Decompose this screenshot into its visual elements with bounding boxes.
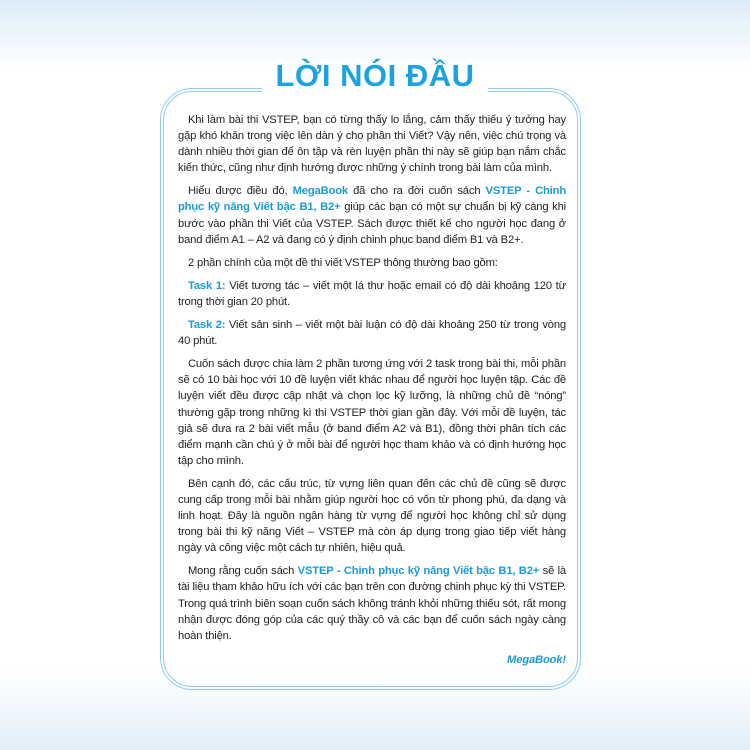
paragraph-task2 bbox=[178, 317, 566, 349]
text: Hiểu được điều đó, bbox=[188, 185, 293, 198]
paragraph-vocabulary: Bên cạnh đó, các cấu trúc, từ vựng liên quan đến các chủ đề cũng sẽ được cung cấp trong mỗi bài nhằm giúp người học có vốn từ phong phú, đa dạng và linh hoạt. Đây là nguồn ngân hàng từ vựng để người học không chỉ sử dụng trong bài thi kỹ năng Viết – VSTEP mà còn áp dụng trong giao tiếp viết hàng ngày và công việc một cách tự nhiên, hiệu quả. bbox=[178, 477, 566, 555]
signature: MegaBook! bbox=[507, 653, 566, 666]
task2-label: Task 2: bbox=[188, 319, 226, 332]
text: sẽ là tài liệu tham khảo hữu ích với các bạn trên con đường chinh phục kỳ thi VSTEP. Trong quá trình biên soạn cuốn sách không tránh khỏi những thiếu sót, rất mong nhận được đóng góp của các quý thầy cô và các bạn để cuốn sách ngày càng hoàn thiện. bbox=[178, 565, 567, 642]
text: đã cho ra đời cuốn sách bbox=[347, 185, 486, 198]
task1-text: Viết tương tác – viết một lá thư hoặc email có độ dài khoảng 120 từ trong thời gian 20 phút. bbox=[178, 279, 566, 308]
book-title: VSTEP - Chinh phục kỹ năng Viết bậc B1, B2+ bbox=[178, 185, 567, 214]
task1-label: Task 1: bbox=[188, 279, 226, 292]
paragraph-closing bbox=[178, 563, 566, 643]
paragraph-parts: 2 phần chính của một đề thi viết VSTEP thông thường bao gồm: bbox=[188, 256, 498, 269]
preface-body bbox=[178, 112, 566, 668]
book-title: VSTEP - Chinh phục kỹ năng Viết bậc B1, B2+ bbox=[297, 565, 540, 578]
text: Mong rằng cuốn sách bbox=[188, 565, 298, 578]
text: giúp các bạn có một sự chuẩn bị kỹ càng khi bước vào phần thi Viết của VSTEP. Sách được thiết kế cho người học đang ở band điểm A1 – A2 và đang có ý định chinh phục band điểm B1 và B2+. bbox=[178, 201, 566, 246]
brand-name: MegaBook bbox=[292, 185, 348, 198]
paragraph-structure: Cuốn sách được chia làm 2 phần tương ứng với 2 task trong bài thi, mỗi phần sẽ có 10 bài học với 10 đề luyện viết khác nhau để người học luyện tập. Các đề luyện viết đều được cập nhật và chọn lọc kỹ lưỡng, là những chủ đề “nóng” thường gặp trong những kì thi VSTEP thời gian gần đây. Với mỗi đề luyện, tác giả sẽ đưa ra 2 bài viết mẫu (ở band điểm A2 và B1), đồng thời phân tích các điểm mạnh cần chú ý ở mỗi bài để người học tham khảo và có định hướng học tập cho mình. bbox=[178, 358, 566, 467]
paragraph-task1 bbox=[178, 278, 566, 310]
paragraph-intro: Khi làm bài thi VSTEP, bạn có từng thấy lo lắng, cảm thấy thiếu ý tưởng hay gặp khó khăn trong việc lên dàn ý cho phần thi Viết? Vậy nên, việc chú trọng và dành nhiều thời gian để ôn tập và rèn luyện phần thi này sẽ giúp bạn nắm chắc kiến thức, cũng như định hướng được những ý chính trong bài làm của mình. bbox=[178, 114, 566, 175]
task2-text: Viết sản sinh – viết một bài luận có độ dài khoảng 250 từ trong vòng 40 phút. bbox=[178, 319, 566, 348]
page-title: LỜI NÓI ĐẦU bbox=[275, 58, 475, 93]
paragraph-book-intro bbox=[178, 183, 566, 247]
